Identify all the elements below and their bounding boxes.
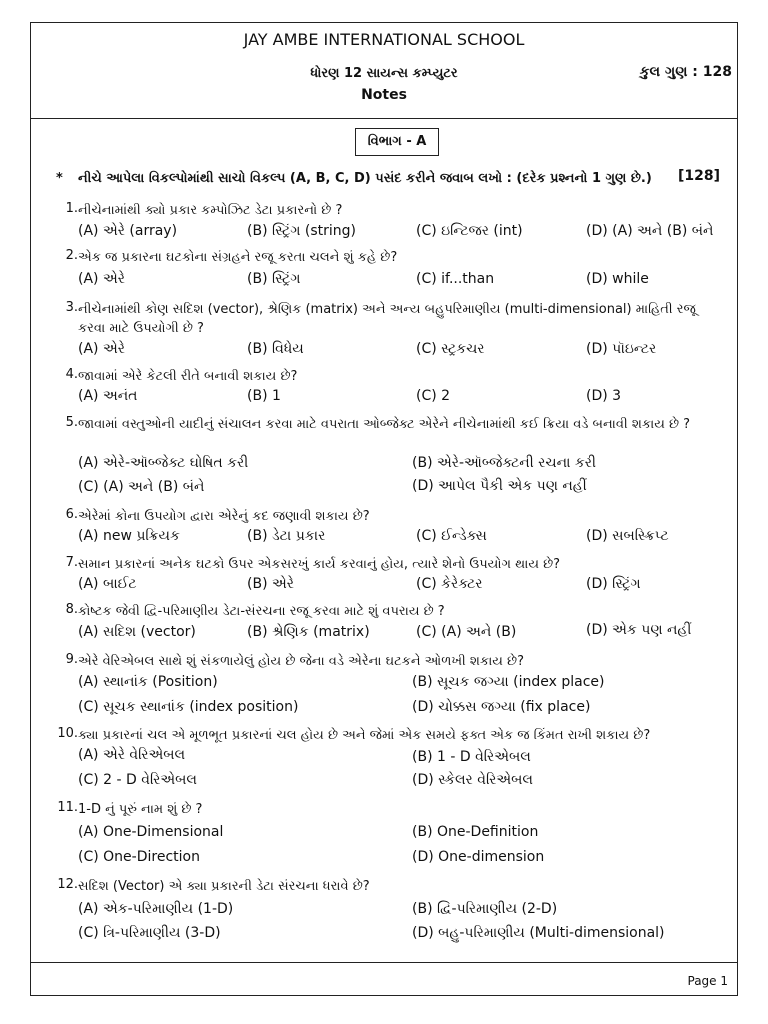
option-a: (A) એક-પરિમાણીય (1-D) — [78, 901, 234, 917]
option-c: (C) 2 - D વેરિએબલ — [78, 772, 197, 788]
question-number: 9. — [65, 652, 78, 667]
section-label: વિભાગ - A — [355, 128, 439, 156]
option-a: (A) એરે — [78, 271, 125, 287]
option-c: (C) કેરેક્ટર — [416, 576, 483, 592]
option-a: (A) એરે (array) — [78, 223, 178, 239]
option-a: (A) એરે-ઑબ્જેક્ટ ઘોષિત કરી — [78, 455, 249, 471]
question-number: 6. — [65, 507, 78, 522]
question-text: સદિશ (Vector) એ ક્યા પ્રકારની ડેટા સંરચના ધરાવે છે? — [78, 879, 370, 894]
option-d: (D) બહુ-પરિમાણીય (Multi-dimensional) — [412, 925, 665, 941]
page-number: Page 1 — [687, 974, 728, 988]
question-text: એક જ પ્રકારના ઘટકોના સંગ્રહને રજૂ કરતા ચલને શું કહે છે? — [78, 250, 398, 265]
option-d: (D) સ્ટ્રિંગ — [586, 576, 641, 592]
option-c: (C) (A) અને (B) — [416, 624, 517, 640]
header-divider — [30, 118, 738, 119]
question-text: નીચેનામાંથી ક્યો પ્રકાર કમ્પોઝિટ ડેટા પ્રકારનો છે ? — [78, 203, 343, 218]
option-d: (D) 3 — [586, 388, 622, 404]
school-name: JAY AMBE INTERNATIONAL SCHOOL — [243, 30, 525, 49]
option-c: (C) સ્ટ્રકચર — [416, 341, 485, 357]
question-text: એરેમાં કોના ઉપયોગ દ્વારા એરેનું કદ જણાવી શકાય છે? — [78, 509, 370, 524]
option-b: (B) સૂચક જગ્યા (index place) — [412, 674, 605, 690]
option-b: (B) ડેટા પ્રકાર — [247, 528, 326, 544]
option-b: (B) 1 - D વેરિએબલ — [412, 749, 531, 765]
option-b: (B) સ્ટ્રિંગ — [247, 271, 301, 287]
question-text: કોષ્ટક જેવી દ્વિ-પરિમાણીય ડેટા-સંરચના રજૂ કરવા માટે શું વપરાય છે ? — [78, 604, 445, 619]
option-c: (C) ઈન્ડેક્સ — [416, 528, 487, 544]
option-c: (C) ત્રિ-પરિમાણીય (3-D) — [78, 925, 221, 941]
question-number: 1. — [65, 201, 78, 216]
option-b: (B) વિધેય — [247, 341, 304, 357]
question-number: 5. — [65, 415, 78, 430]
question-number: 7. — [65, 555, 78, 570]
option-a: (A) અનંત — [78, 388, 138, 404]
question-text: એરે વેરિએબલ સાથે શું સંકળાયેલું હોય છે જેના વડે એરેના ઘટકને ઓળખી શકાય છે? — [78, 654, 524, 669]
option-a: (A) એરે — [78, 341, 125, 357]
option-b: (B) દ્વિ-પરિમાણીય (2-D) — [412, 901, 558, 917]
question-text: 1-D નું પૂરું નામ શું છે ? — [78, 802, 203, 817]
option-a: (A) સ્થાનાંક (Position) — [78, 674, 218, 690]
notes-label: Notes — [361, 87, 407, 103]
option-d: (D) સબસ્ક્રિપ્ટ — [586, 528, 669, 544]
question-number: 8. — [65, 602, 78, 617]
subject-title: ધોરણ 12 સાયન્સ કમ્પ્યુટર — [310, 66, 458, 81]
option-d: (D) સ્કેલર વેરિએબલ — [412, 772, 533, 788]
question-text: સમાન પ્રકારનાં અનેક ઘટકો ઉપર એકસરખું કાર્ય કરવાનું હોય, ત્યારે શેનો ઉપયોગ થાય છે? — [78, 557, 561, 572]
footer-divider — [30, 962, 738, 963]
option-d: (D) પૉઇન્ટર — [586, 341, 657, 357]
option-a: (A) બાઈટ — [78, 576, 137, 592]
option-b: (B) એરે — [247, 576, 294, 592]
option-d: (D) while — [586, 271, 649, 287]
option-c: (C) One-Direction — [78, 849, 200, 865]
option-b: (B) One-Definition — [412, 824, 539, 840]
question-number: 10. — [57, 726, 78, 741]
option-d: (D) એક પણ નહીં — [586, 622, 692, 638]
question-number: 11. — [57, 800, 78, 815]
instruction-bullet: * — [56, 171, 63, 186]
option-a: (A) new પ્રક્રિયક — [78, 528, 180, 544]
instruction-text: નીચે આપેલા વિકલ્પોમાંથી સાચો વિકલ્પ (A, B, C, D) પસંદ કરીને જવાબ લખો : (દરેક પ્રશ્નનો 1 ગુણ છે.) — [78, 171, 652, 186]
option-b: (B) એરે-ઑબ્જેક્ટની રચના કરી — [412, 455, 597, 471]
question-text: નીચેનામાંથી કોણ સદિશ (vector), શ્રેણિક (matrix) અને અન્ય બહુપરિમાણીય (multi-dimensional) માહિતી રજૂ કરવા માટે ઉપયોગી છે ? — [78, 302, 696, 336]
option-a: (A) એરે વેરિએબલ — [78, 747, 186, 763]
option-d: (D) આપેલ પૈકી એક પણ નહીં — [412, 478, 587, 494]
question-text: જાવામાં વસ્તુઓની યાદીનું સંચાલન કરવા માટે વપરાતા ઓબ્જેક્ટ એરેને નીચેનામાંથી કઈ ક્રિયા વડે બનાવી શકાય છે ? — [78, 417, 691, 432]
option-d: (D) ચોક્કસ જગ્યા (fix place) — [412, 699, 591, 715]
question-text: જાવામાં એરે કેટલી રીતે બનાવી શકાય છે? — [78, 369, 298, 384]
option-c: (C) (A) અને (B) બંને — [78, 479, 205, 495]
instruction-marks: [128] — [677, 168, 720, 184]
total-marks: કુલ ગુણ : 128 — [639, 64, 732, 80]
option-c: (C) if...than — [416, 271, 495, 287]
option-c: (C) 2 — [416, 388, 451, 404]
option-b: (B) શ્રેણિક (matrix) — [247, 624, 370, 640]
option-a: (A) One-Dimensional — [78, 824, 224, 840]
option-b: (B) 1 — [247, 388, 281, 404]
option-b: (B) સ્ટ્રિંગ (string) — [247, 223, 357, 239]
question-number: 3. — [65, 300, 78, 315]
instruction — [56, 171, 652, 186]
option-c: (C) સૂચક સ્થાનાંક (index position) — [78, 699, 299, 715]
question-number: 4. — [65, 367, 78, 382]
option-a: (A) સદિશ (vector) — [78, 624, 196, 640]
option-c: (C) ઇન્ટિજર (int) — [416, 223, 523, 239]
option-d: (D) (A) અને (B) બંને — [586, 223, 714, 239]
question-number: 2. — [65, 248, 78, 263]
question-number: 12. — [57, 877, 78, 892]
option-d: (D) One-dimension — [412, 849, 545, 865]
question-text: ક્યા પ્રકારનાં ચલ એ મૂળભૂત પ્રકારનાં ચલ હોય છે અને જેમાં એક સમયે ફક્ત એક જ કિંમત રાખી શકાય છે? — [78, 728, 651, 743]
